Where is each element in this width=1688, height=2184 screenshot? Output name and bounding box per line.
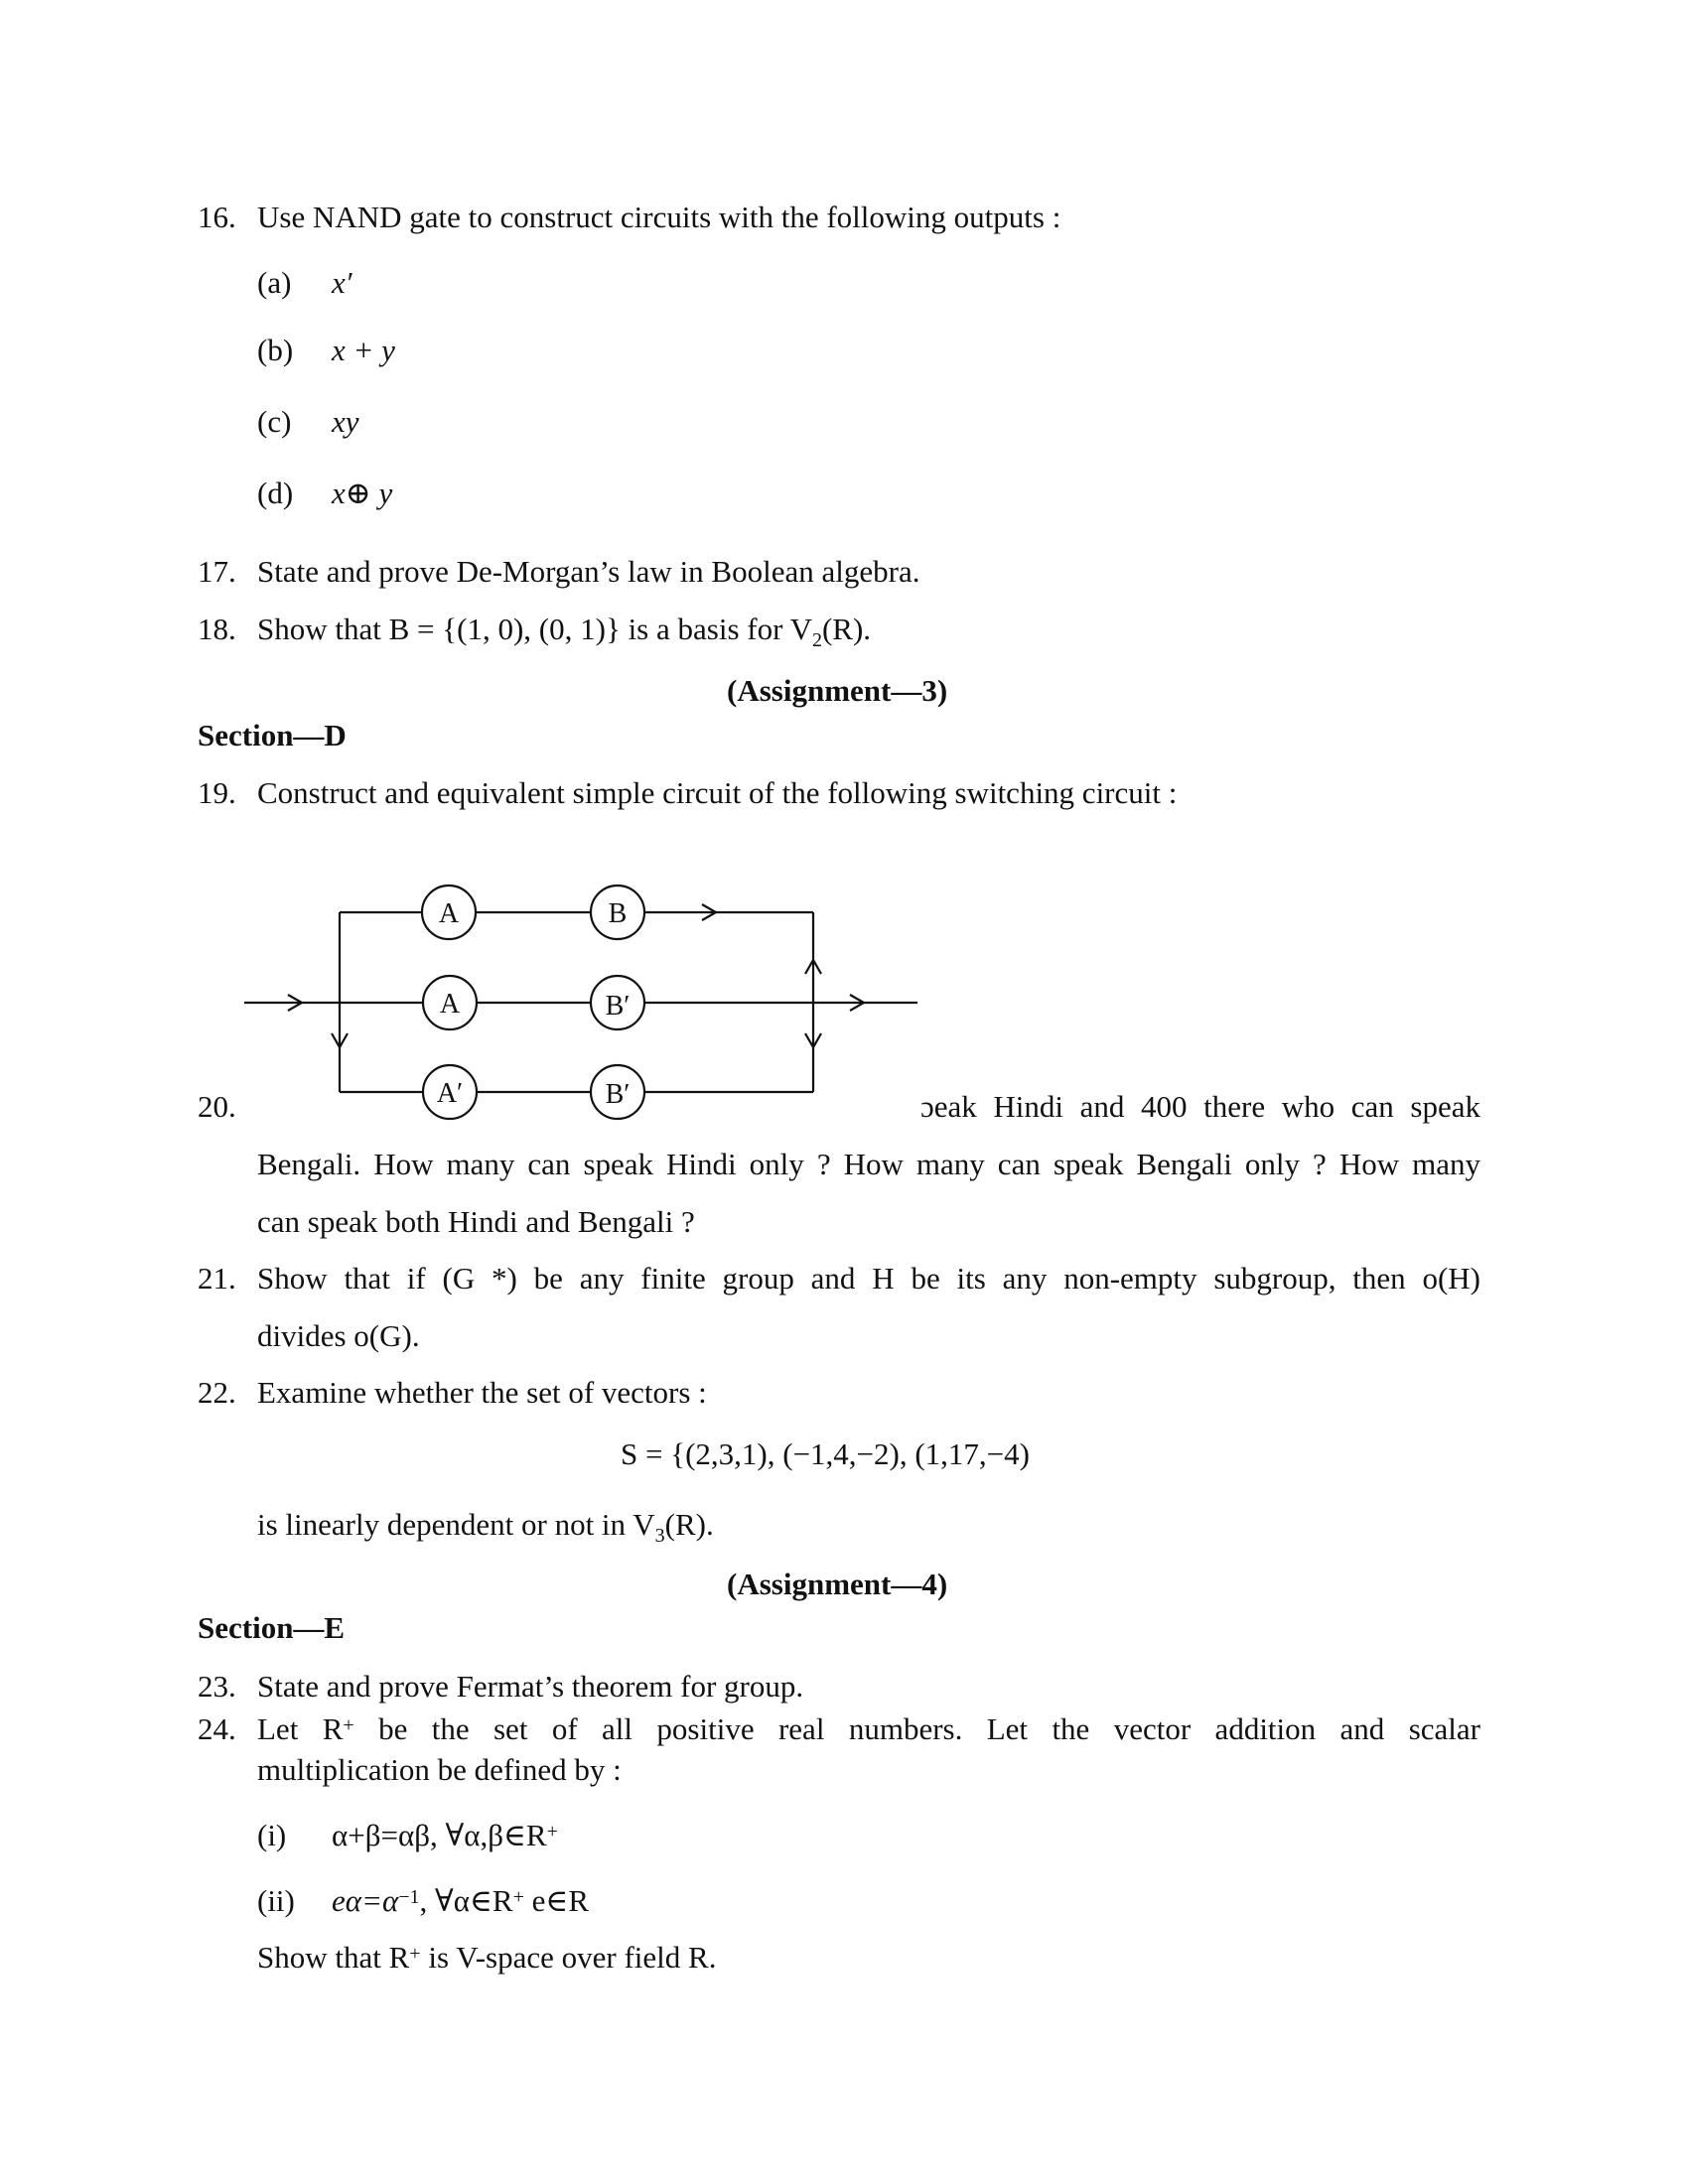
switch-bottom-a-prime xyxy=(423,1065,477,1119)
q24-final xyxy=(257,1938,716,1978)
q24-final-sup: + xyxy=(409,1943,421,1965)
q22-tail-a: is linearly dependent or not in V xyxy=(257,1507,655,1542)
q24-final-b: is V-space over field R. xyxy=(420,1940,717,1975)
q21-number: 21. xyxy=(198,1261,236,1296)
switch-middle-a xyxy=(423,976,477,1029)
switch-middle-b-prime-label: B′ xyxy=(605,991,631,1022)
q17-number: 17. xyxy=(198,554,236,589)
q19-text: Construct and equivalent simple circuit of the following switching circuit : xyxy=(257,775,1178,810)
q20-line3: can speak both Hindi and Bengali ? xyxy=(257,1204,695,1239)
switch-middle-b-prime xyxy=(591,976,644,1029)
section-d-heading: Section—D xyxy=(198,718,347,752)
q20-number: 20. xyxy=(198,1089,236,1124)
q22-tail-b: (R). xyxy=(664,1507,714,1542)
q21-line2: divides o(G). xyxy=(257,1318,420,1353)
q24-final-a: Show that R xyxy=(257,1940,410,1975)
q16-number: 16. xyxy=(198,200,236,234)
switch-bottom-a-prime-label: A′ xyxy=(436,1078,464,1109)
q22-tail xyxy=(257,1505,714,1556)
q24-part-ii-expr-a: eα=α xyxy=(332,1883,399,1918)
q22-text: Examine whether the set of vectors : xyxy=(257,1375,707,1410)
q16-part-c-expr: xy xyxy=(332,404,359,439)
q23-number: 23. xyxy=(198,1669,236,1704)
switch-top-a-label: A xyxy=(438,898,460,929)
q17-text: State and prove De-Morgan’s law in Boolean algebra. xyxy=(257,554,920,589)
q24-part-ii-expr-sup2: + xyxy=(512,1886,524,1908)
q24-line1-b: be the set of all positive real numbers. Let the vector addition and scalar xyxy=(353,1711,1480,1746)
q20-line1: ɔeak Hindi and 400 there who can speak xyxy=(920,1089,1480,1124)
q16-part-b-label: (b) xyxy=(257,333,294,367)
q24-part-ii-expr-b: , ∀α∈R xyxy=(419,1883,513,1918)
q24-part-i-expr-a: α+β=αβ, ∀α,β∈R xyxy=(332,1818,547,1852)
q22-number: 22. xyxy=(198,1375,236,1410)
q24-part-i-expr xyxy=(332,1816,558,1855)
section-e-heading: Section—E xyxy=(198,1610,346,1645)
q24-part-ii-expr-c: e∈R xyxy=(523,1883,590,1918)
q16-part-d-expr: x⊕ y xyxy=(332,476,393,510)
q24-number: 24. xyxy=(198,1711,236,1746)
q24-part-ii-expr-sup1: −1 xyxy=(398,1886,420,1908)
q20-line2: Bengali. How many can speak Hindi only ? How many can speak Bengali only ? How many xyxy=(257,1147,1480,1181)
q18-text-a: Show that B = {(1, 0), (0, 1)} is a basis for V xyxy=(257,612,812,646)
q18-subscript: 2 xyxy=(811,629,822,652)
switch-bottom-b-prime xyxy=(591,1065,644,1119)
assignment-3-heading: (Assignment—3) xyxy=(727,673,948,708)
q16-text: Use NAND gate to construct circuits with the following outputs : xyxy=(257,200,1061,234)
q24-line1 xyxy=(257,1709,1480,1749)
switch-top-a xyxy=(422,886,476,939)
q24-line2: multiplication be defined by : xyxy=(257,1752,622,1787)
q19-number: 19. xyxy=(198,775,236,810)
q24-line1-a: Let R xyxy=(257,1711,344,1746)
q24-part-ii-expr xyxy=(332,1881,589,1921)
q16-part-a-label: (a) xyxy=(257,265,292,300)
q16-part-c-label: (c) xyxy=(257,404,292,439)
q16-part-d-label: (d) xyxy=(257,476,294,510)
q24-part-i-label: (i) xyxy=(257,1818,287,1852)
switch-middle-a-label: A xyxy=(439,989,461,1020)
q16-part-b-expr: x + y xyxy=(332,333,395,367)
q22-vector-set: S = {(2,3,1), (−1,4,−2), (1,17,−4) xyxy=(621,1436,1030,1471)
switch-top-b-label: B xyxy=(608,898,628,929)
q23-text: State and prove Fermat’s theorem for group. xyxy=(257,1669,804,1704)
q24-part-i-expr-sup: + xyxy=(546,1821,558,1843)
q18-number: 18. xyxy=(198,612,236,646)
q18-text-b: (R). xyxy=(821,612,872,646)
q22-tail-sub: 3 xyxy=(654,1525,665,1548)
q21-line1: Show that if (G *) be any finite group and H be its any non-empty subgroup, then o(H) xyxy=(257,1261,1480,1296)
q24-part-ii-label: (ii) xyxy=(257,1883,295,1918)
assignment-4-heading: (Assignment—4) xyxy=(727,1567,948,1601)
q16-part-a-expr: x′ xyxy=(332,265,352,300)
switch-bottom-b-prime-label: B′ xyxy=(605,1079,631,1110)
switch-top-b xyxy=(591,886,644,939)
q24-line1-sup: + xyxy=(343,1714,354,1736)
